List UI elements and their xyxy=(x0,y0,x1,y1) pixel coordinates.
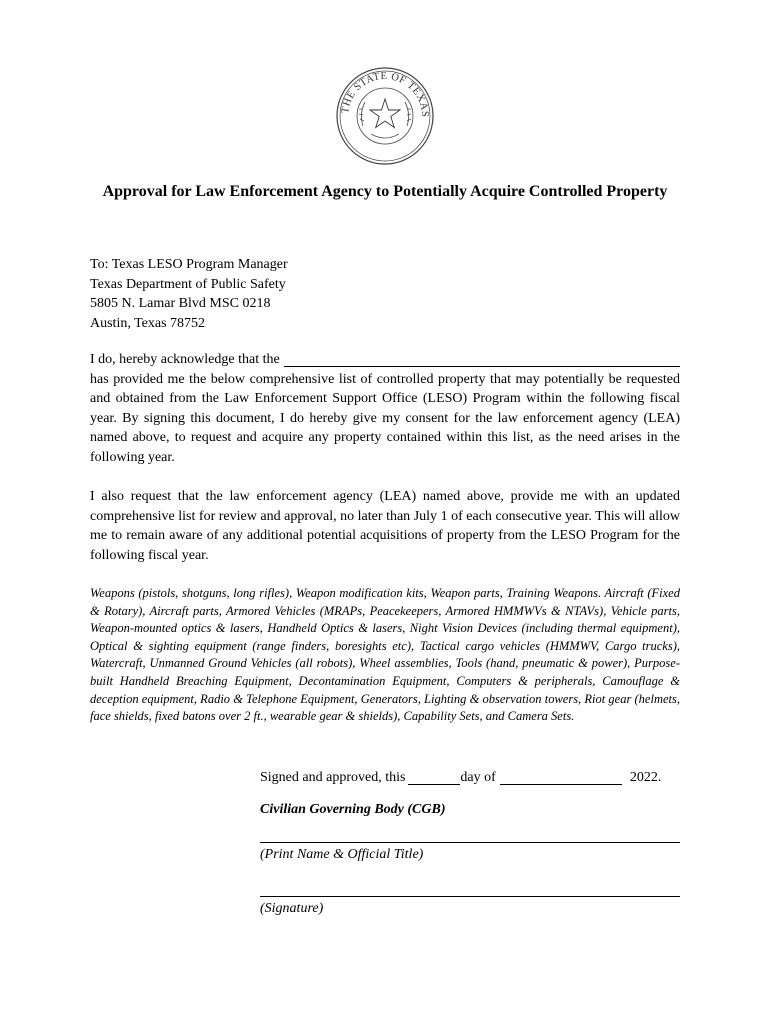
day-of-text: day of xyxy=(460,770,496,785)
acknowledgement-paragraph xyxy=(90,350,680,467)
print-name-line[interactable] xyxy=(260,841,680,843)
signature-label: (Signature) xyxy=(260,900,324,916)
document-title: Approval for Law Enforcement Agency to Potentially Acquire Controlled Property xyxy=(102,183,668,200)
recipient-address xyxy=(90,255,288,333)
print-name-label: (Print Name & Official Title) xyxy=(260,847,424,862)
signed-date-line xyxy=(260,768,680,788)
year-text: 2022. xyxy=(629,770,662,785)
acknowledgement-body-text: has provided me the below comprehensive list of controlled property that may potentially be requested and obtained from the Law Enforcement Support Office (LESO) Program within the following fiscal year. By signing this document, I do hereby give my consent for the law enforcement agency (LEA) named above, to request and acquire any property contained within this list, as the need arises in the following year. xyxy=(90,371,680,465)
day-blank[interactable] xyxy=(408,770,460,785)
signature-line[interactable] xyxy=(260,895,680,897)
signature-block xyxy=(260,768,680,918)
request-paragraph: I also request that the law enforcement agency (LEA) named above, provide me with an updated comprehensive list for review and approval, no later than July 1 of each consecutive year. This will allow me to remain aware of any additional potential acquisitions of property from the LESO Program for the following fiscal year. xyxy=(90,489,680,563)
address-line: 5805 N. Lamar Blvd MSC 0218 xyxy=(90,296,271,311)
address-line: Texas Department of Public Safety xyxy=(90,276,286,292)
month-blank[interactable] xyxy=(500,770,622,785)
signed-prefix-text: Signed and approved, this xyxy=(260,770,406,785)
controlled-property-list: Weapons (pistols, shotguns, long rifles), Weapon modification kits, Weapon parts, Training Weapons. Aircraft (Fixed & Rotary), Aircraft parts, Armored Vehicles (MRAPs, Peacekeepers, Armored HMMWVs & NTAVs), Vehicle parts, Weapon-mounted optics & lasers, Handheld Optics & lasers, Night Vision Devices (including thermal equipment), Optical & sighting equipment (range finders, boresights etc), Tactical cargo vehicles (HMMWV, Cargo trucks), Watercraft, Unmanned Ground Vehicles (all robots), Wheel assemblies, Tools (hand, pneumatic & power), Purpose-built Handheld Breaching Equipment, Decontamination Equipment, Computers & peripherals, Camouflage & deception equipment, Radio & Telephone Equipment, Generators, Lighting & observation towers, Riot gear (helmets, face shields, fixed batons over 2 ft., wearable gear & shields), Capability Sets, and Camera Sets. xyxy=(90,586,680,724)
svg-text:THE STATE OF TEXAS: THE STATE OF TEXAS xyxy=(340,70,431,118)
acknowledgement-lead-text: I do, hereby acknowledge that the xyxy=(90,352,280,367)
acknowledgement-line xyxy=(90,350,680,370)
address-line: Austin, Texas 78752 xyxy=(90,315,206,331)
address-line: To: Texas LESO Program Manager xyxy=(90,257,288,272)
cgb-heading: Civilian Governing Body (CGB) xyxy=(260,801,446,817)
texas-state-seal-icon xyxy=(335,66,435,166)
agency-name-blank[interactable] xyxy=(284,352,680,367)
